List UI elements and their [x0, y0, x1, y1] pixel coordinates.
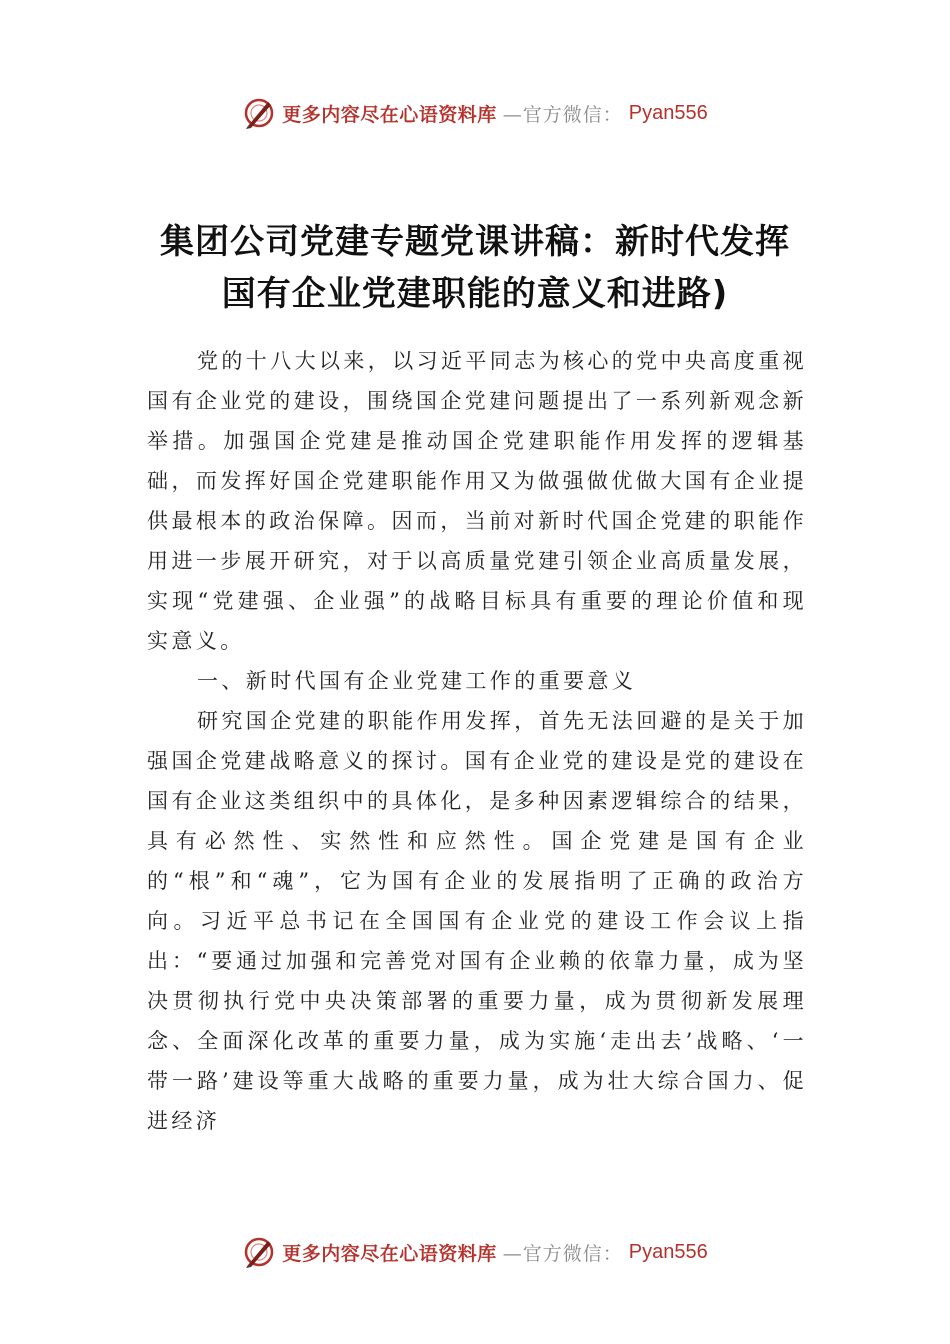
pen-logo-icon	[242, 1235, 276, 1269]
footer-banner	[0, 1232, 950, 1272]
body-paragraph: 研究国企党建的职能作用发挥，首先无法回避的是关于加强国企党建战略意义的探讨。国有企业党的建设是党的建设在国有企业这类组织中的具体化，是多种因素逻辑综合的结果，具有必然性、实然性和应然性。国企党建是国有企业的“根”和“魂”，它为国有企业的发展指明了正确的政治方向。习近平总书记在全国国有企业党的建设工作会议上指出：“要通过加强和完善党对国有企业赖的依靠力量，成为坚决贯彻执行党中央决策部署的重要力量，成为贯彻新发展理念、全面深化改革的重要力量，成为实施‘走出去’战略、‘一带一路’建设等重大战略的重要力量，成为壮大综合国力、促进经济	[147, 709, 807, 1133]
pen-logo-icon	[242, 96, 276, 130]
banner-separator: —官方微信：	[502, 1242, 623, 1265]
banner-slogan: 更多内容尽在心语资料库	[282, 103, 497, 126]
wechat-id: Pyan556	[628, 101, 708, 124]
banner-slogan: 更多内容尽在心语资料库	[282, 1242, 497, 1265]
section-heading: 一、新时代国有企业党建工作的重要意义	[197, 669, 637, 693]
banner-separator: —官方微信：	[502, 103, 623, 126]
title-line-2: 国有企业党建职能的意义和进路)	[221, 274, 729, 314]
document-title	[100, 216, 850, 320]
title-line-1: 集团公司党建专题党课讲稿：新时代发挥	[160, 222, 790, 262]
header-banner	[0, 93, 950, 133]
body-paragraph: 党的十八大以来，以习近平同志为核心的党中央高度重视国有企业党的建设，围绕国企党建问题提出了一系列新观念新举措。加强国企党建是推动国企党建职能作用发挥的逻辑基础，而发挥好国企党建职能作用又为做强做优做大国有企业提供最根本的政治保障。因而，当前对新时代国企党建的职能作用进一步展开研究，对于以高质量党建引领企业高质量发展，实现“党建强、企业强”的战略目标具有重要的理论价值和现实意义。	[147, 349, 807, 653]
wechat-id: Pyan556	[628, 1240, 708, 1263]
document-body	[147, 341, 807, 1141]
